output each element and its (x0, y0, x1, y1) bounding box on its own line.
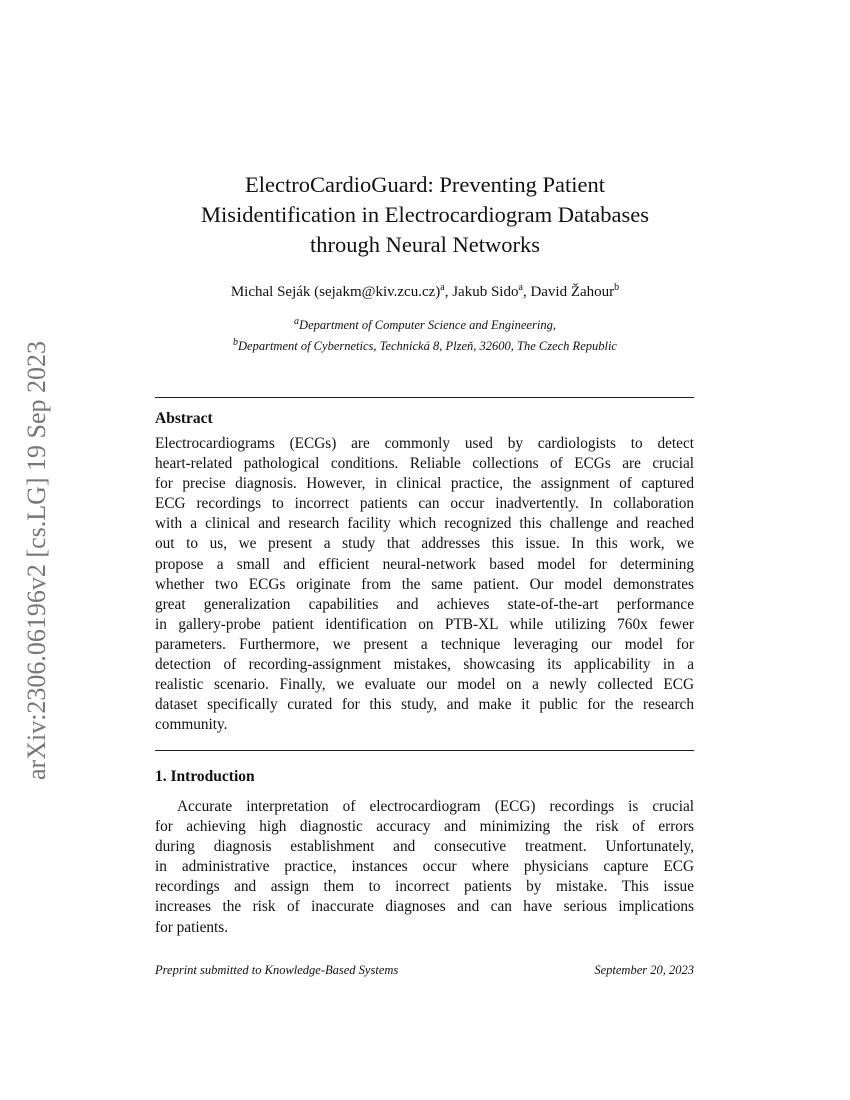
text-line: heart-related pathological conditions. Reliable collections of ECGs are crucial (155, 455, 694, 473)
text-line: with a clinical and research facility which recognized this challenge and reached (155, 515, 694, 533)
text-line: whether two ECGs originate from the same patient. Our model demonstrates (155, 575, 694, 593)
introduction-body (155, 797, 694, 938)
title-line: Misidentification in Electrocardiogram Databases (201, 202, 649, 227)
affil-text: Department of Cybernetics, Technická 8, Plzeň, 32600, The Czech Republic (238, 339, 617, 354)
abstract-body (155, 434, 694, 735)
text-line: in gallery-probe patient identification on PTB-XL while utilizing 760x fewer (155, 615, 694, 633)
text-line: for patients. (155, 918, 229, 936)
title-line: through Neural Networks (310, 232, 540, 257)
text-line: propose a small and efficient neural-network based model for determining (155, 555, 694, 573)
text-line: for precise diagnosis. However, in clinical practice, the assignment of captured (155, 475, 694, 493)
text-line: increases the risk of inaccurate diagnoses and can have serious implications (155, 898, 694, 916)
text-line: detection of recording-assignment mistakes, showcasing its applicability in a (155, 656, 694, 674)
title-line: ElectroCardioGuard: Preventing Patient (245, 172, 605, 197)
text-line: dataset specifically curated for this study, and make it public for the research (155, 696, 694, 714)
text-line: parameters. Furthermore, we present a technique leveraging our model for (155, 635, 694, 653)
arxiv-stamp: arXiv:2306.06196v2 [cs.LG] 19 Sep 2023 (22, 340, 51, 780)
affil-text: Department of Computer Science and Engineering, (299, 318, 556, 333)
affiliation (100, 313, 750, 334)
footer-date: September 20, 2023 (594, 963, 694, 977)
affiliation (100, 334, 750, 355)
text-line: realistic scenario. Finally, we evaluate our model on a newly collected ECG (155, 676, 694, 694)
author-sup: a (518, 282, 523, 293)
affil-sup: a (294, 316, 300, 327)
affiliations (100, 313, 750, 355)
author-list: Michal Seják (sejakm@kiv.zcu.cz)$^a$, Jakub Sido$^a$, David Žahour$^b$ (230, 282, 620, 300)
text-line: during diagnosis establishment and consecutive treatment. Unfortunately, (155, 838, 694, 856)
text-line: for achieving high diagnostic accuracy and minimizing the risk of errors (155, 818, 694, 836)
divider (155, 750, 694, 751)
affil-sup: b (233, 337, 238, 349)
text-line: in administrative practice, instances occur where physicians capture ECG (155, 858, 694, 876)
divider (155, 397, 694, 398)
author-sup: a (440, 282, 445, 293)
section-heading-introduction: 1. Introduction (155, 768, 255, 785)
author: Michal Seják (sejakm@kiv.zcu.cz) (230, 284, 441, 300)
abstract-heading: Abstract (155, 410, 213, 427)
footer-left: Preprint submitted to Knowledge-Based Systems (155, 963, 399, 977)
text-line: out to us, we present a study that addresses this issue. In this work, we (155, 535, 694, 553)
text-line: recordings and assign them to incorrect patients by mistake. This issue (155, 878, 694, 896)
author: David Žahour (530, 284, 615, 300)
paper-title (100, 170, 750, 260)
text-line: Electrocardiograms (ECGs) are commonly used by cardiologists to detect (155, 435, 694, 452)
author-sup: b (614, 282, 620, 293)
text-line: community. (155, 716, 228, 734)
author: Jakub Sido (452, 284, 519, 300)
text-line: ECG recordings to incorrect patients can occur inadvertently. In collaboration (155, 495, 694, 513)
text-line: great generalization capabilities and achieves state-of-the-art performance (155, 595, 694, 613)
text-line: Accurate interpretation of electrocardiogram (ECG) recordings is crucial (177, 798, 694, 815)
